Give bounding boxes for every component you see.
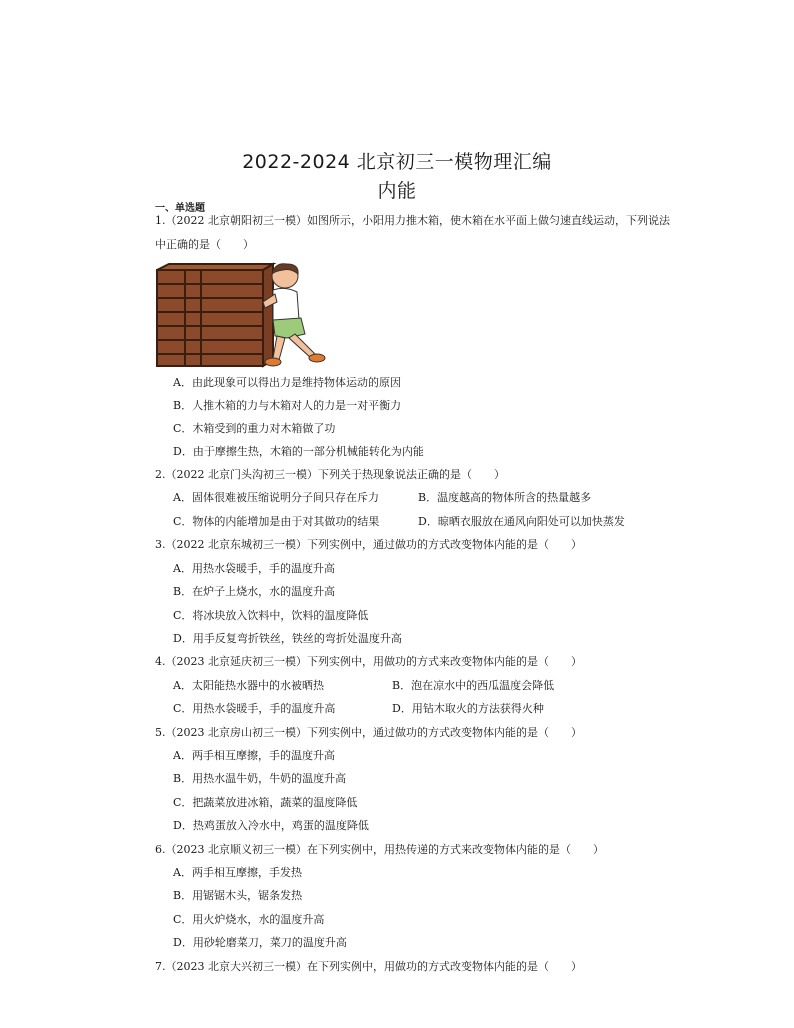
- q5-option-d: D．热鸡蛋放入冷水中，鸡蛋的温度降低: [173, 819, 369, 832]
- question-1-stem-cont: 中正确的是（ ）: [155, 238, 254, 251]
- document-subtitle: 内能: [377, 180, 417, 202]
- q6-option-c: C．用火炉烧水，水的温度升高: [173, 913, 325, 926]
- q2-option-b: B．温度越高的物体所含的热量越多: [418, 491, 592, 504]
- question-4-stem: 4.（2023 北京延庆初三一模）下列实例中，用做功的方式来改变物体内能的是（ ）: [155, 655, 582, 668]
- question-2-stem: 2.（2022 北京门头沟初三一模）下列关于热现象说法正确的是（ ）: [155, 468, 505, 481]
- q6-option-a: A．两手相互摩擦，手发热: [173, 866, 302, 879]
- q3-option-c: C．将冰块放入饮料中，饮料的温度降低: [173, 609, 369, 622]
- q4-option-a: A．太阳能热水器中的水被晒热: [173, 679, 324, 692]
- q1-option-b: B．人推木箱的力与木箱对人的力是一对平衡力: [173, 399, 402, 412]
- section-heading: 一、单选题: [155, 203, 205, 214]
- question-6-stem: 6.（2023 北京顺义初三一模）在下列实例中，用热传递的方式来改变物体内能的是（ ）: [155, 843, 604, 856]
- q6-option-b: B．用锯锯木头，锯条发热: [173, 889, 303, 902]
- q4-option-c: C．用热水袋暖手，手的温度升高: [173, 702, 336, 715]
- q3-option-d: D．用手反复弯折铁丝，铁丝的弯折处温度升高: [173, 632, 402, 645]
- wooden-crate: [157, 264, 273, 366]
- q2-option-c: C．物体的内能增加是由于对其做功的结果: [173, 515, 380, 528]
- q2-option-a: A．固体很难被压缩说明分子间只存在斥力: [173, 491, 379, 504]
- question-3-stem: 3.（2022 北京东城初三一模）下列实例中，通过做功的方式改变物体内能的是（ ）: [155, 538, 582, 551]
- q5-option-a: A．两手相互摩擦，手的温度升高: [173, 749, 335, 762]
- crate-push-illustration: [155, 262, 327, 370]
- q1-option-d: D．由于摩擦生热，木箱的一部分机械能转化为内能: [173, 445, 424, 458]
- document-title: 2022-2024 北京初三一模物理汇编: [242, 151, 552, 173]
- q3-option-b: B．在炉子上烧水，水的温度升高: [173, 585, 336, 598]
- q2-option-d: D．晾晒衣服放在通风向阳处可以加快蒸发: [418, 515, 625, 528]
- q5-option-c: C．把蔬菜放进冰箱，蔬菜的温度降低: [173, 796, 358, 809]
- q5-option-b: B．用热水温牛奶，牛奶的温度升高: [173, 772, 347, 785]
- q6-option-d: D．用砂轮磨菜刀，菜刀的温度升高: [173, 936, 347, 949]
- q1-option-c: C．木箱受到的重力对木箱做了功: [173, 422, 336, 435]
- q3-option-a: A．用热水袋暖手，手的温度升高: [173, 562, 335, 575]
- question-5-stem: 5.（2023 北京房山初三一模）下列实例中，通过做功的方式改变物体内能的是（ ）: [155, 726, 582, 739]
- q4-option-d: D．用钻木取火的方法获得火种: [392, 702, 544, 715]
- q1-option-a: A．由此现象可以得出力是维持物体运动的原因: [173, 376, 401, 389]
- question-1-stem: 1.（2022 北京朝阳初三一模）如图所示，小阳用力推木箱，使木箱在水平面上做匀速直线运动，下列说法: [155, 214, 670, 227]
- question-7-stem: 7.（2023 北京大兴初三一模）在下列实例中，用做功的方式改变物体内能的是（ ）: [155, 960, 582, 973]
- q4-option-b: B．泡在凉水中的西瓜温度会降低: [392, 679, 555, 692]
